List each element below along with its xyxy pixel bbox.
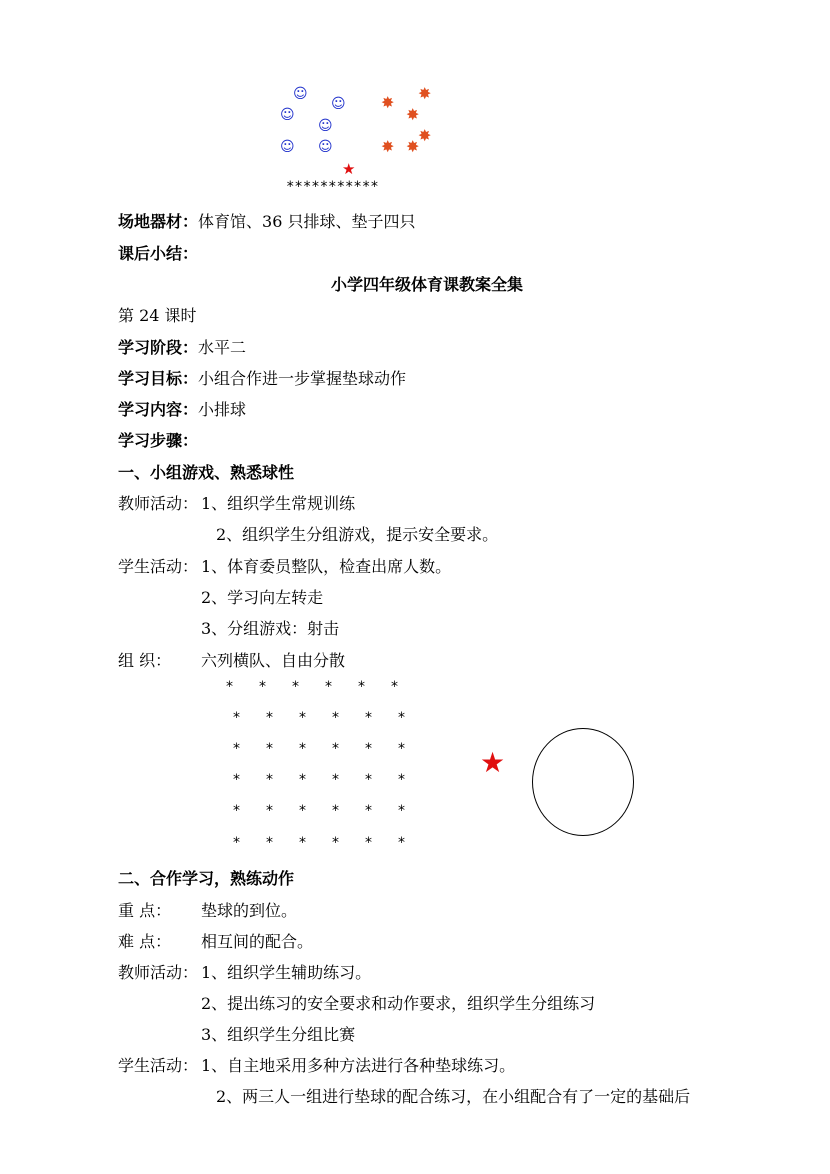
student-mark: * [299,710,306,726]
page-title: 小学四年级体育课教案全集 [331,275,524,294]
burst-icon: ✸ [406,105,420,124]
teacher-star-icon: ★ [480,746,506,779]
section1-teacher-item: 2、组织学生分组游戏，提示安全要求。 [216,525,499,544]
burst-icon: ✸ [418,84,432,103]
burst-icon: ✸ [381,137,395,156]
student-mark: * [358,679,365,695]
equipment-line [118,212,415,232]
section1-student-label: 学生活动： [118,557,199,576]
student-mark: * [365,835,372,851]
student-mark: * [259,679,266,695]
goal-line [118,369,406,389]
student-mark: * [332,710,339,726]
section2-teacher-item: 1、组织学生辅助练习。 [201,963,372,982]
student-mark: * [325,679,332,695]
student-mark: * [332,803,339,819]
grid-row [233,772,431,788]
section2-heading: 二、合作学习，熟练动作 [118,869,295,888]
lesson-number: 第 24 课时 [118,306,197,325]
student-mark: * [365,710,372,726]
section1-org-value: 六列横队、自由分散 [201,651,346,670]
student-mark: * [233,741,240,757]
content-label: 学习内容： [118,400,199,419]
difficulty-label: 难 点： [118,932,172,951]
smiley-icon: ☺ [293,86,308,102]
grid-row [233,803,431,819]
goal-value: 小组合作进一步掌握垫球动作 [198,369,407,388]
student-mark: * [332,835,339,851]
student-mark: * [391,679,398,695]
student-mark: * [299,741,306,757]
student-mark: * [398,803,405,819]
grid-row [233,741,431,757]
teacher-star-icon: ★ [342,160,356,178]
student-mark: * [332,772,339,788]
student-mark: * [266,803,273,819]
student-mark: * [226,679,233,695]
student-mark: * [398,772,405,788]
smiley-icon: ☺ [280,107,295,123]
asterisk-line: *********** [286,179,379,195]
student-mark: * [365,741,372,757]
grid-row [226,679,424,695]
grid-row [233,835,431,851]
equipment-value: 体育馆、36 只排球、垫子四只 [198,212,416,231]
stage-line [118,338,246,358]
section1-teacher-label: 教师活动： [118,494,199,513]
section1-teacher-item: 1、组织学生常规训练 [201,494,356,513]
section1-heading: 一、小组游戏、熟悉球性 [118,463,295,482]
section2-student-item: 2、两三人一组进行垫球的配合练习，在小组配合有了一定的基础后 [216,1087,691,1106]
section2-teacher-item: 2、提出练习的安全要求和动作要求，组织学生分组练习 [201,994,596,1013]
goal-label: 学习目标： [118,369,199,388]
equipment-label: 场地器材： [118,212,199,231]
formation-diagram-top [270,80,470,200]
key-point-label: 重 点： [118,901,172,920]
student-mark: * [233,710,240,726]
smiley-icon: ☺ [318,118,333,134]
student-mark: * [266,835,273,851]
student-mark: * [398,710,405,726]
key-point-value: 垫球的到位。 [201,901,298,920]
student-mark: * [299,803,306,819]
student-mark: * [398,741,405,757]
activity-circle [532,728,634,836]
student-mark: * [299,772,306,788]
student-mark: * [292,679,299,695]
student-mark: * [266,741,273,757]
smiley-icon: ☺ [331,96,346,112]
content-value: 小排球 [198,400,247,419]
student-mark: * [299,835,306,851]
section2-teacher-item: 3、组织学生分组比赛 [201,1025,356,1044]
section2-student-label: 学生活动： [118,1056,199,1075]
section1-student-item: 1、体育委员整队，检查出席人数。 [201,557,452,576]
student-mark: * [398,835,405,851]
student-mark: * [365,803,372,819]
student-mark: * [233,772,240,788]
student-mark: * [266,710,273,726]
content-line [118,400,246,420]
burst-icon: ✸ [406,137,420,156]
smiley-icon: ☺ [318,139,333,155]
difficulty-value: 相互间的配合。 [201,932,314,951]
section1-student-item: 2、学习向左转走 [201,588,324,607]
section1-org-label: 组 织： [118,651,172,670]
student-mark: * [233,803,240,819]
stage-label: 学习阶段： [118,338,199,357]
stage-value: 水平二 [198,338,247,357]
summary-label: 课后小结： [118,244,199,263]
smiley-icon: ☺ [280,139,295,155]
grid-row [233,710,431,726]
burst-icon: ✸ [381,93,395,112]
section1-student-item: 3、分组游戏：射击 [201,619,340,638]
student-mark: * [266,772,273,788]
section2-teacher-label: 教师活动： [118,963,199,982]
burst-icon: ✸ [418,126,432,145]
student-mark: * [233,835,240,851]
student-mark: * [365,772,372,788]
steps-label: 学习步骤： [118,431,199,450]
student-mark: * [332,741,339,757]
section2-student-item: 1、自主地采用多种方法进行各种垫球练习。 [201,1056,516,1075]
